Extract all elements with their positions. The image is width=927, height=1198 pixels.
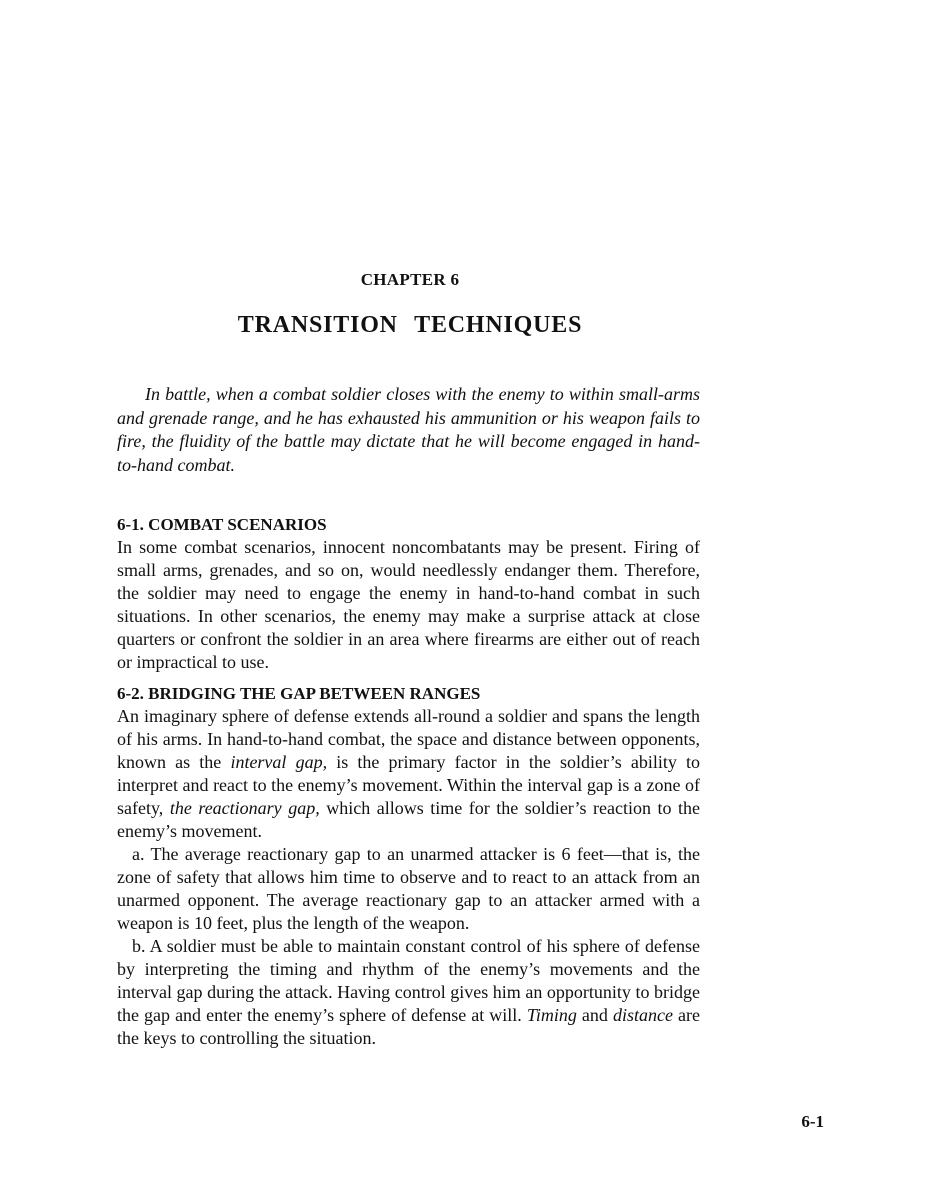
intro-paragraph: In battle, when a combat soldier closes with the enemy to within small-arms and grenade range, and he has exhausted his ammunition or his weapon fails to fire, the fluidity of the battle may dictate that he will become engaged in hand-to-hand combat. [117, 384, 700, 475]
section-combat-scenarios [117, 514, 700, 674]
term-reactionary-gap: the reactionary gap, [169, 798, 320, 818]
text-run: b. A soldier must be able to maintain constant control of his sphere of defense by interpreting the timing and rhythm of the enemy’s movements and the interval gap during the attack. Having control gives him an opportunity to bridge the gap and enter the enemy’s sphere of defense at will. [117, 936, 700, 1025]
chapter-title: TRANSITION TECHNIQUES [237, 312, 583, 338]
section-bridging-the-gap [117, 683, 700, 1050]
text-run: are the keys to controlling the situation. [117, 1005, 700, 1048]
subparagraph-a: a. The average reactionary gap to an unarmed attacker is 6 feet—that is, the zone of safety that allows him time to observe and to react to an attack from an unarmed opponent. The average reactionary gap to an attacker armed with a weapon is 10 feet, plus the length of the weapon. [117, 844, 700, 933]
term-timing: Timing [526, 1005, 577, 1025]
section-paragraph: In some combat scenarios, innocent noncombatants may be present. Firing of small arms, grenades, and so on, would needlessly endanger them. Therefore, the soldier may need to engage the enemy in hand-to-hand combat in such situations. In other scenarios, the enemy may make a surprise attack at close quarters or confront the soldier in an area where firearms are either out of reach or impractical to use. [117, 537, 700, 672]
chapter-label: CHAPTER 6 [360, 270, 460, 289]
section-heading: 6-2. BRIDGING THE GAP BETWEEN RANGES [117, 684, 481, 703]
text-run: and [576, 1005, 613, 1025]
text-run: is the primary factor in the soldier’s ability to interpret and react to the enemy’s movement. Within the interval gap is a zone of safety, [117, 752, 701, 818]
text-run: which allows time for the soldier’s reaction to the enemy’s movement. [117, 798, 700, 841]
term-interval-gap: interval gap, [230, 752, 328, 772]
section-paragraph [117, 705, 700, 843]
text-run: An imaginary sphere of defense extends all-round a soldier and spans the length of his arms. In hand-to-hand combat, the space and distance between opponents, known as the [117, 706, 700, 772]
subparagraph-b [117, 935, 700, 1050]
section-heading: 6-1. COMBAT SCENARIOS [117, 515, 327, 534]
term-distance: distance [612, 1005, 673, 1025]
page-number: 6-1 [801, 1112, 824, 1131]
